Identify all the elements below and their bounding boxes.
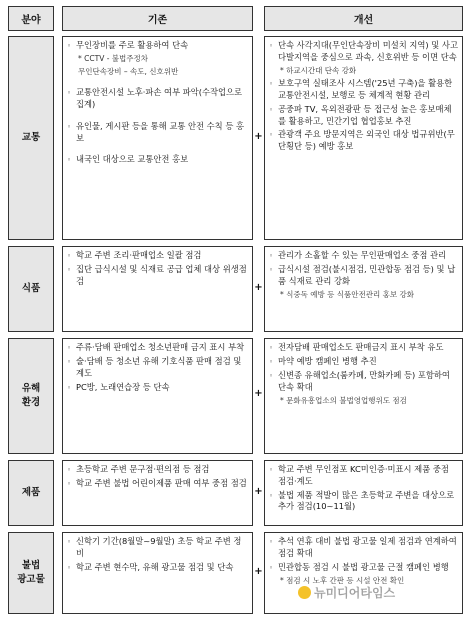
note: * 문화유흥업소의 불법영업행위도 점검 — [280, 395, 407, 405]
list-item: ◦ 초등학교 주변 문구점·편의점 등 점검 — [67, 464, 210, 474]
header-before: 기존 — [62, 6, 253, 31]
traffic-before-box — [62, 36, 253, 240]
traffic-after-box — [264, 36, 463, 240]
list-item: ◦ 전자담배 판매업소도 판매금지 표시 부착 유도 — [269, 342, 444, 352]
list-item: ◦ 신학기 기간(8월말~9월말) 초등 학교 주변 정비 — [67, 536, 242, 558]
note: * 하교시간대 단속 강화 — [280, 65, 357, 75]
plus-sign: + — [254, 486, 263, 497]
note: * 점검 시 노후 간판 등 시설 안전 확인 — [280, 575, 405, 585]
list-item: ◦ 민관합동 점검 시 불법 광고물 근절 캠페인 병행 — [269, 561, 449, 572]
category-traffic: 교통 — [8, 36, 54, 240]
list-item: ◦ PC방, 노래연습장 등 단속 — [67, 381, 170, 392]
list-item: ◦ 보호구역 실태조사 시스템('25년 구축)을 활용한 교통안전시설, 보행로 등 체계적 현황 관리 — [269, 78, 453, 100]
category-food: 식품 — [8, 246, 54, 332]
list-item: ◦ 급식시설 점검(불시점검, 민관합동 점검 등) 및 납품 식재료 관리 강화 — [269, 264, 456, 286]
list-item: ◦ 관리가 소홀할 수 있는 무인판매업소 중점 관리 — [269, 250, 447, 260]
category-harmful-env: 유해 환경 — [8, 338, 54, 454]
plus-sign: + — [254, 566, 263, 577]
products-after-box — [264, 460, 463, 526]
list-item: ◦ 학교 주변 현수막, 유해 광고물 점검 및 단속 — [67, 561, 234, 572]
list-item: ◦ 공중파 TV, 옥외전광판 등 접근성 높은 홍보매체를 활용하고, 민간기업 협업홍보 추진 — [269, 103, 452, 126]
list-item: ◦ 집단 급식시설 및 식재료 공급 업체 대상 위생점검 — [67, 264, 247, 286]
harmful-after-box — [264, 338, 463, 454]
note: * 식중독 예방 등 식품안전관리 홍보 강화 — [280, 289, 414, 299]
list-item: ◦ 불법 제품 적발이 많은 초등학교 주변을 대상으로 추가 점검(10~11월) — [269, 489, 455, 512]
note: 무인단속장비 – 속도, 신호위반 — [78, 66, 179, 76]
note: * CCTV - 불법주정차 — [78, 54, 149, 63]
food-before-box — [62, 246, 253, 332]
harmful-before-box — [62, 338, 253, 454]
list-item: ◦ 관광객 주요 방문지역은 외국인 대상 법규위반(무단횡단 등) 예방 홍보 — [269, 129, 455, 152]
list-item: ◦ 학교 주변 조리·판매업소 일괄 점검 — [67, 250, 202, 260]
ads-after-box — [264, 532, 463, 614]
list-item: ◦ 마약 예방 캠페인 병행 추진 — [269, 356, 377, 366]
list-item: ◦ 학교 주변 불법 어린이제품 판매 여부 중점 점검 — [67, 478, 247, 488]
food-after-box — [264, 246, 463, 332]
products-before-box — [62, 460, 253, 526]
header-category: 분야 — [8, 6, 54, 31]
ads-before-box — [62, 532, 253, 614]
list-item: ◦ 주류·담배 판매업소 청소년판매 금지 표시 부착 — [67, 342, 245, 352]
list-item: ◦ 무인장비를 주로 활용하여 단속 — [67, 40, 189, 50]
watermark — [298, 584, 395, 601]
plus-sign: + — [254, 131, 263, 142]
list-item: ◦ 추석 연휴 대비 불법 광고물 일제 점검과 연계하여 점검 확대 — [269, 536, 457, 558]
plus-sign: + — [254, 388, 263, 399]
list-item: ◦ 유인물, 게시판 등을 통해 교통 안전 수칙 등 홍보 — [67, 120, 245, 143]
list-item: ◦ 단속 사각지대(무인단속장비 미설치 지역) 및 사고 다발지역을 중심으로 과속, 신호위반 등 이면 단속 — [269, 40, 458, 62]
header-after: 개선 — [264, 6, 463, 31]
list-item: ◦ 술·담배 등 청소년 유해 기호식품 판매 점검 및 계도 — [67, 356, 242, 378]
list-item: ◦ 학교 주변 무인점포 KC미인증·미표시 제품 중점 점검·계도 — [269, 464, 449, 486]
category-products: 제품 — [8, 460, 54, 526]
list-item: ◦ 교통안전시설 노후·파손 여부 파악(수작업으로 집계) — [67, 87, 243, 110]
category-illegal-ads: 불법 광고물 — [8, 532, 54, 614]
watermark-text: 뉴미디어타임스 — [314, 586, 396, 600]
list-item: ◦ 신변종 유해업소(룸카페, 만화카페 등) 포함하여 단속 확대 — [269, 370, 450, 392]
plus-sign: + — [254, 282, 263, 293]
watermark-logo-icon — [298, 586, 311, 599]
list-item: ◦ 내국인 대상으로 교통안전 홍보 — [67, 154, 189, 165]
